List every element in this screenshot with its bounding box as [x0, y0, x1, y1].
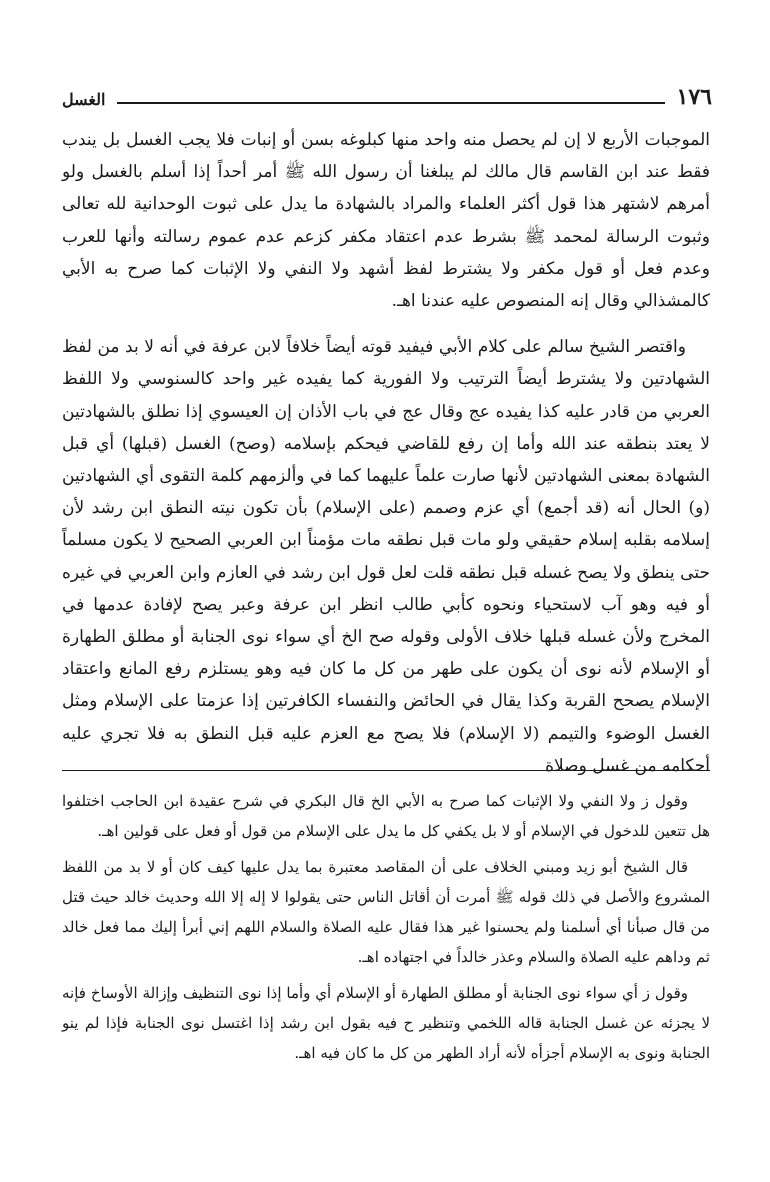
main-text [62, 124, 710, 782]
footnote-paragraph: قال الشيخ أبو زيد ومبني الخلاف على أن المقاصد معتبرة بما يدل عليها كيف كان أو لا بد من اللفظ المشروع والأصل في ذلك قوله ﷺ أمرت أن أقاتل الناس حتى يقولوا لا إله إلا الله وحديث خالد حيث قتل من قال صبأنا أي أسلمنا ولم يحسنوا غير هذا فقال عليه الصلاة والسلام اللهم إني أبرأ إليك مما فعل خالد ثم وداهم عليه الصلاة والسلام وعذر خالداً في اجتهاده اهـ. [62, 858, 710, 966]
footnote-paragraph: وقول ز أي سواء نوى الجنابة أو مطلق الطهارة أو الإسلام أي وأما إذا نوى التنظيف وإزالة الأوساخ فإنه لا يجزئه عن غسل الجنابة قاله اللخمي وتنظير ح فيه بقول ابن رشد إذا اغتسل نوى الجنابة فإذا لم ينو الجنابة ونوى به الإسلام أجزأه لأنه أراد الطهر من كل ما كان فيه اهـ. [62, 984, 710, 1062]
main-paragraph: الموجبات الأربع لا إن لم يحصل منه واحد منها كبلوغه بسن أو إنبات فلا يجب الغسل بل يندب فقط عند ابن القاسم قال مالك لم يبلغنا أن رسول الله ﷺ أمر أحداً إذا أسلم بالغسل ولو أمرهم لاشتهر هذا قول أكثر العلماء والمراد بالشهادة ما يدل على ثبوت الوحدانية لله تعالى وثبوت الرسالة لمحمد ﷺ بشرط عدم اعتقاد مكفر كزعم عدم عموم رسالته وأنها للعرب وعدم فعل أو قول مكفر ولا يشترط لفظ أشهد ولا النفي ولا الإثبات كما صرح به الأبي كالمشذالي وقال إنه المنصوص عليه عندنا اهـ. [62, 130, 710, 312]
footnotes [62, 786, 710, 1074]
chapter-title: الغسل [62, 90, 106, 109]
footnote-separator [62, 770, 710, 771]
main-paragraph: واقتصر الشيخ سالم على كلام الأبي فيفيد قوته أيضاً خلافاً لابن عرفة في أنه لا بد من لفظ الشهادتين ولا يشترط أيضاً الترتيب ولا الفورية كما يفيده غير واحد كالسنوسي ولا اللفظ العربي من قادر عليه كذا يفيده عج وقال عج في باب الأذان إن العيسوي إذا نطلق بالشهادتين لا يعتد بنطقه عند الله وأما إن رفع للقاضي فيحكم بإسلامه (وصح) الغسل (قبلها) أي قبل الشهادة بمعنى الشهادتين لأنها صارت علماً عليهما كما في وألزمهم كلمة التقوى أي الشهادتين (و) الحال أنه (قد أجمع) أي عزم وصمم (على الإسلام) بأن تكون نيته النطق ابن رشد لأن إسلامه بقلبه إسلام حقيقي ولو مات قبل نطقه مات مؤمناً ابن العربي الصحيح لا يكون مسلماً حتى ينطق ولا يصح غسله قبل نطقه قلت لعل قول ابن رشد في العازم وابن العربي في غيره أو فيه وهو آب لاستحياء ونحوه كأبي طالب انظر ابن عرفة وعبر يصح لإفادة عدمها في المخرج ولأن غسله قبلها خلاف الأولى وقوله صح الخ أي سواء نوى الجنابة أو مطلق الطهارة أو الإسلام لأنه نوى أن يكون على طهر من كل ما كان فيه وهو يستلزم رفع المانع واعتقاد الإسلام يصحح القربة وكذا يقال في الحائض والنفساء الكافرتين إذا عزمتا على الإسلام ومثل الغسل الوضوء والتيمم (لا الإسلام) فلا يصح مع العزم عليه قبل النطق به فلا تجري عليه أحكامه من غسل وصلاة [62, 337, 710, 776]
header-rule [117, 102, 664, 104]
running-header [62, 78, 712, 108]
footnote-paragraph: وقول ز ولا النفي ولا الإثبات كما صرح به الأبي الخ قال البكري في شرح عقيدة ابن الحاجب اختلفوا هل تتعين للدخول في الإسلام أو لا بل يكفي كل ما يدل على الإسلام من قول أو فعل على قولين اهـ. [62, 792, 710, 840]
page-number: ١٧٦ [676, 84, 712, 110]
